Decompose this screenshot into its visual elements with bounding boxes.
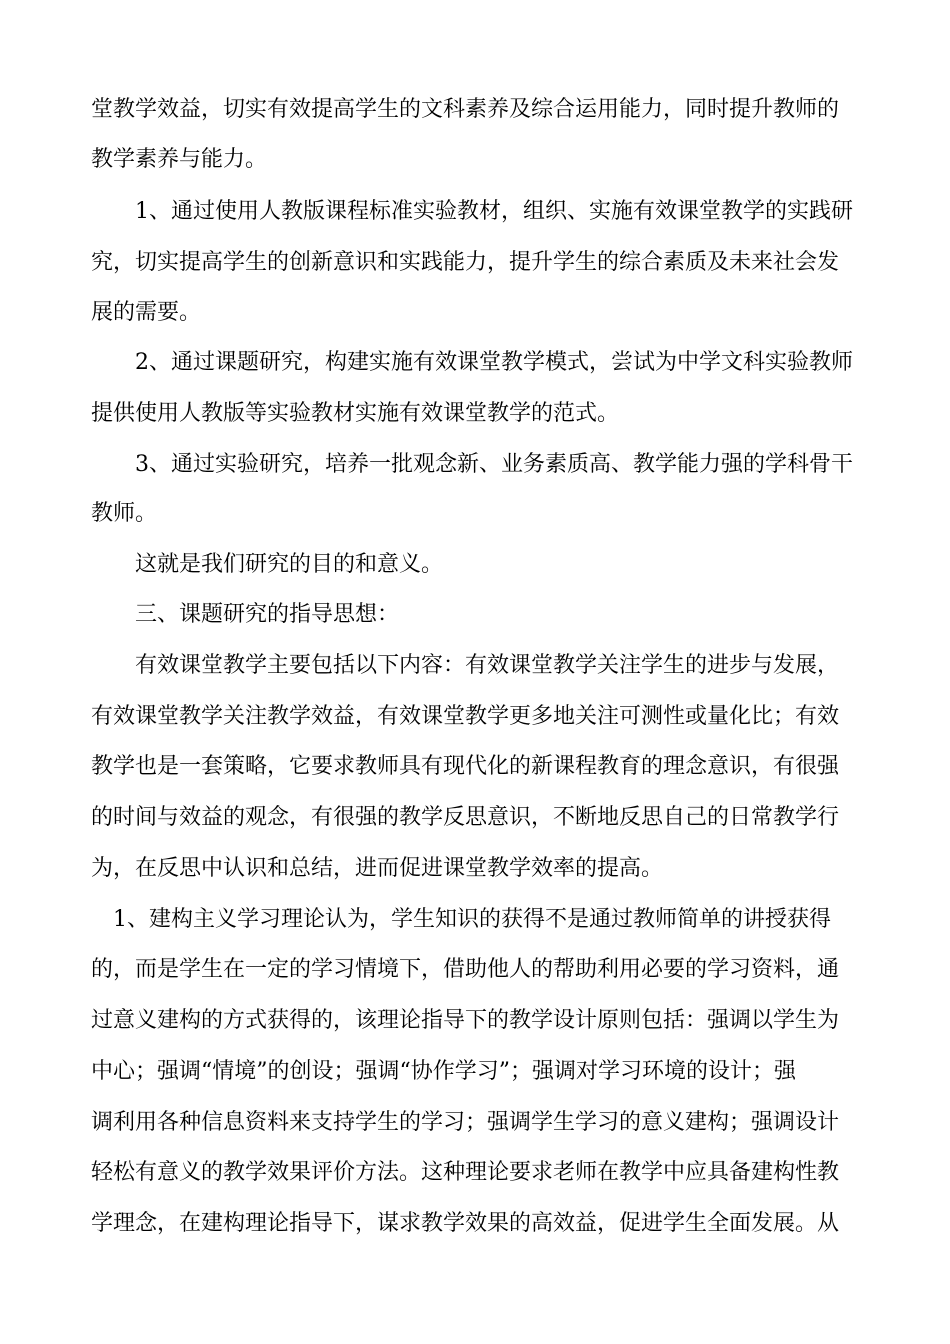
text-line: 这就是我们研究的目的和意义。 xyxy=(135,552,444,577)
text-line: 轻松有意义的教学效果评价方法。这种理论要求老师在教学中应具备建构性教 xyxy=(91,1160,840,1185)
text-line: 过意义建构的方式获得的，该理论指导下的教学设计原则包括：强调以学生为 xyxy=(91,1008,840,1033)
text-line: 教师。 xyxy=(91,501,158,526)
text-line: 3、通过实验研究，培养一批观念新、业务素质高、教学能力强的学科骨干 xyxy=(135,452,853,477)
section-heading: 三、课题研究的指导思想： xyxy=(135,602,400,627)
text-line: 有效课堂教学主要包括以下内容：有效课堂教学关注学生的进步与发展， xyxy=(135,653,840,678)
text-line: 教学也是一套策略，它要求教师具有现代化的新课程教育的理念意识，有很强 xyxy=(91,754,840,779)
text-line: 中心；强调“情境”的创设；强调“协作学习”；强调对学习环境的设计；强 xyxy=(91,1059,796,1084)
text-line: 展的需要。 xyxy=(91,300,202,325)
text-line: 为，在反思中认识和总结，进而促进课堂教学效率的提高。 xyxy=(91,856,664,881)
text-line: 堂教学效益，切实有效提高学生的文科素养及综合运用能力，同时提升教师的 xyxy=(91,97,840,122)
text-line: 2、通过课题研究，构建实施有效课堂教学模式，尝试为中学文科实验教师 xyxy=(135,350,853,375)
text-line: 1、通过使用人教版课程标准实验教材，组织、实施有效课堂教学的实践研 xyxy=(135,199,853,224)
text-line: 调利用各种信息资料来支持学生的学习；强调学生学习的意义建构；强调设计 xyxy=(91,1110,840,1135)
text-line: 学理念，在建构理论指导下，谋求教学效果的高效益，促进学生全面发展。从 xyxy=(91,1211,840,1236)
text-line: 有效课堂教学关注教学效益，有效课堂教学更多地关注可测性或量化比；有效 xyxy=(91,704,840,729)
text-line: 教学素养与能力。 xyxy=(91,147,268,172)
text-line: 究，切实提高学生的创新意识和实践能力，提升学生的综合素质及未来社会发 xyxy=(91,250,840,275)
text-line: 的，而是学生在一定的学习情境下，借助他人的帮助利用必要的学习资料，通 xyxy=(91,957,840,982)
text-line: 的时间与效益的观念，有很强的教学反思意识，不断地反思自己的日常教学行 xyxy=(91,805,840,830)
text-line: 提供使用人教版等实验教材实施有效课堂教学的范式。 xyxy=(91,401,620,426)
text-line: 1、建构主义学习理论认为，学生知识的获得不是通过教师简单的讲授获得 xyxy=(113,907,831,932)
